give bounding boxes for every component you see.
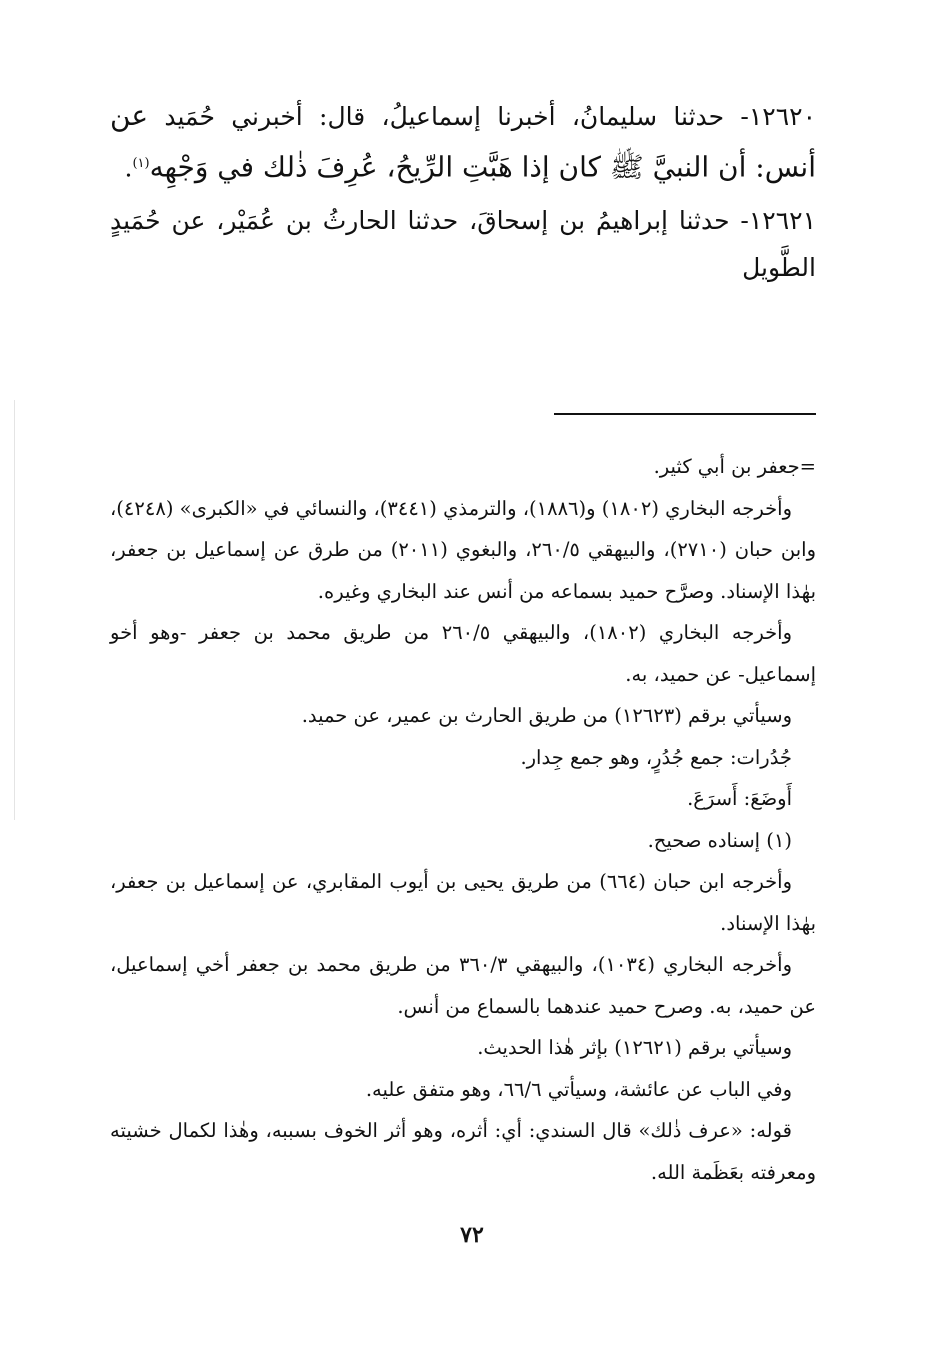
hadith-12620-line1: ١٢٦٢٠- حدثنا سليمانُ، أخبرنا إسماعيلُ، قال: أخبرني حُمَيد: [164, 102, 816, 131]
footnote-para: وأخرجه البخاري (١٠٣٤)، والبيهقي ٣٦٠/٣ من طريق محمد بن جعفر أخي إسماعيل، عن حميد، به. وصرح حميد عندهما بالسماع من أنس.: [110, 953, 816, 1018]
footnote-para: (١) إسناده صحيح.: [647, 828, 792, 852]
footnote-para: وأخرجه البخاري (١٨٠٢) و(١٨٨٦)، والترمذي (٣٤٤١)، والنسائي في «الكبرى» (٤٢٤٨)، وابن حبان (٢٧١٠)، والبيهقي ٢٦٠/٥، والبغوي (٢٠١١) من طرق عن إسماعيل بن جعفر، بهٰذا الإسناد. وصرَّح حميد بسماعه من أنس عند البخاري وغيره.: [110, 496, 817, 603]
hadith-12620-end: .: [124, 153, 133, 183]
main-text: [110, 92, 816, 291]
footnote-para: أَوضَعَ: أَسرَعَ.: [687, 787, 792, 810]
footnote-para: وسيأتي برقم (١٢٦٢١) بإثر هٰذا الحديث.: [477, 1036, 792, 1059]
footnote-para: =جعفر بن أبي كثير.: [653, 455, 816, 478]
footnote-para: وفي الباب عن عائشة، وسيأتي ٦٦/٦، وهو متفق عليه.: [365, 1077, 792, 1101]
footnote-para: جُدُرات: جمع جُدُرٍ، وهو جمع جِدار.: [520, 745, 792, 769]
footnote-para: وأخرجه ابن حبان (٦٦٤) من طريق يحيى بن أيوب المقابري، عن إسماعيل بن جعفر، بهٰذا الإسناد.: [110, 870, 816, 935]
scan-edge-mark: [14, 400, 15, 820]
footnotes: [110, 446, 816, 1193]
footnote-para: قوله: «عرف ذٰلك» قال السندي: أي: أثره، وهو أثر الخوف بسببه، وهٰذا لكمال خشيته ومعرفته بعَظَمة الله.: [110, 1119, 816, 1184]
page-number: ٧٢: [460, 1222, 484, 1248]
hadith-12620-line2: عن أنس: أن النبيَّ ﷺ كان إذا هَبَّتِ الرِّيحُ، عُرِفَ ذٰلك في وَجْهِه: [110, 99, 816, 184]
hadith-12620: [110, 92, 816, 191]
footnote-para: وأخرجه البخاري (١٨٠٢)، والبيهقي ٢٦٠/٥ من طريق محمد بن جعفر -وهو أخو إسماعيل- عن حميد، به.: [110, 621, 816, 686]
footnote-separator: [554, 413, 816, 415]
footnote-para: وسيأتي برقم (١٢٦٢٣) من طريق الحارث بن عمير، عن حميد.: [301, 704, 792, 727]
book-page: [110, 92, 816, 1272]
hadith-12621: ١٢٦٢١- حدثنا إبراهيمُ بن إسحاقَ، حدثنا الحارثُ بن عُمَيْر، عن حُمَيدٍ الطَّويل: [110, 206, 816, 283]
footnote-marker: (١): [132, 156, 150, 171]
